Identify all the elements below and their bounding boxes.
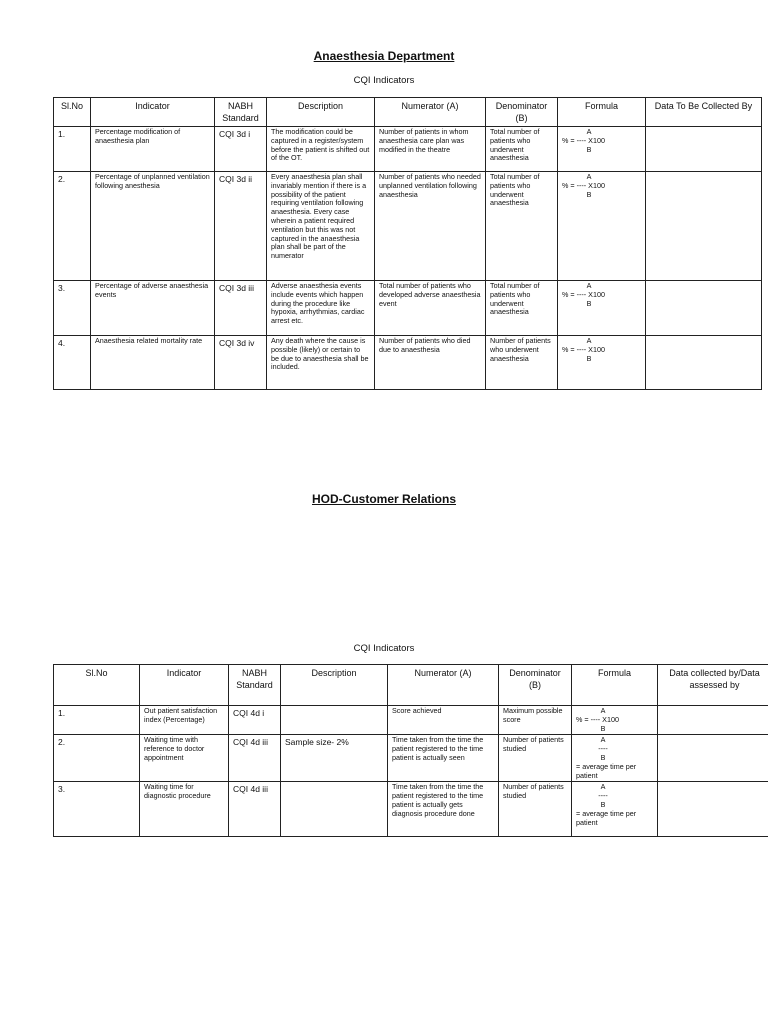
customer-relations-cqi-table: [53, 664, 768, 837]
formula-divider: ----: [598, 744, 608, 754]
col-header-nabh: NABH Standard: [215, 98, 267, 127]
cell-indicator: Percentage of unplanned ventilation following anesthesia: [91, 172, 215, 281]
cell-indicator: Out patient satisfaction index (Percentage): [140, 706, 229, 735]
col-header-sno: Sl.No: [54, 98, 91, 127]
formula-note: = average time per patient: [576, 808, 637, 827]
col-header-numerator: Numerator (A): [388, 665, 499, 706]
cell-data: [646, 336, 762, 390]
cell-denominator: Number of patients who underwent anaesthesia: [486, 336, 558, 390]
cell-indicator: Waiting time with reference to doctor appointment: [140, 735, 229, 782]
formula-denominator: B: [586, 144, 592, 154]
formula-expression: % = ---- X100: [576, 714, 619, 724]
formula-numerator: A: [600, 706, 606, 715]
cell-sno: 2.: [54, 172, 91, 281]
col-header-sno: Sl.No: [54, 665, 140, 706]
formula-numerator: A: [586, 281, 592, 290]
cell-numerator: Time taken from the time the patient registered to the time patient is actually seen: [388, 735, 499, 782]
cell-denominator: Number of patients studied: [499, 735, 572, 782]
cell-data: [658, 706, 768, 735]
col-header-indicator: Indicator: [140, 665, 229, 706]
table-row: [54, 127, 762, 172]
anaesthesia-cqi-table: [53, 97, 762, 390]
section-subtitle-cqi: CQI Indicators: [353, 75, 415, 86]
section-title-anaesthesia: Anaesthesia Department: [313, 49, 455, 63]
cell-data: [646, 127, 762, 172]
formula-denominator: B: [600, 723, 606, 733]
formula-denominator: B: [586, 189, 592, 199]
table-row: [54, 706, 768, 735]
cell-description: Every anaesthesia plan shall invariably mention if there is a possibility of the patient requiring ventilation following anaesthesia. Every case wherein a patient required ventilation but this was not captured in the anaesthesia plan shall be part of the numerator: [267, 172, 375, 281]
cell-standard: CQI 4d i: [229, 706, 281, 735]
cell-description: Sample size- 2%: [281, 735, 388, 782]
section-subtitle-cqi: CQI Indicators: [353, 643, 415, 654]
cell-description: Any death where the cause is possible (likely) or certain to be due to anaesthesia shall be included.: [267, 336, 375, 390]
cell-sno: 1.: [54, 706, 140, 735]
cell-standard: CQI 3d iii: [215, 281, 267, 336]
cell-description: Adverse anaesthesia events include events which happen during the procedure like hypoxia, arrhythmias, cardiac arrest etc.: [267, 281, 375, 336]
table-row: [54, 172, 762, 281]
cell-standard: CQI 3d ii: [215, 172, 267, 281]
formula-expression: % = ---- X100: [562, 180, 605, 190]
cell-numerator: Score achieved: [388, 706, 499, 735]
cell-data: [658, 782, 768, 837]
cell-formula: [558, 336, 646, 390]
formula-denominator: B: [600, 752, 606, 762]
cell-description: The modification could be captured in a register/system before the patient is shifted out of the OT.: [267, 127, 375, 172]
formula-numerator: A: [586, 172, 592, 181]
cell-data: [646, 281, 762, 336]
col-header-description: Description: [281, 665, 388, 706]
col-header-denominator: Denominator (B): [499, 665, 572, 706]
col-header-nabh: NABH Standard: [229, 665, 281, 706]
cell-description: [281, 706, 388, 735]
cell-denominator: Total number of patients who underwent anaesthesia: [486, 281, 558, 336]
cell-numerator: Number of patients who needed unplanned ventilation following anaesthesia: [375, 172, 486, 281]
cell-formula: [572, 735, 658, 782]
col-header-formula: Formula: [558, 98, 646, 127]
cell-sno: 3.: [54, 782, 140, 837]
cell-data: [646, 172, 762, 281]
formula-numerator: A: [586, 127, 592, 136]
col-header-numerator: Numerator (A): [375, 98, 486, 127]
col-header-indicator: Indicator: [91, 98, 215, 127]
cell-data: [658, 735, 768, 782]
formula-expression: % = ---- X100: [562, 289, 605, 299]
formula-expression: % = ---- X100: [562, 135, 605, 145]
table-header-row: [54, 665, 768, 706]
cell-formula: [558, 281, 646, 336]
formula-denominator: B: [586, 353, 592, 363]
section-title-customer-relations: HOD-Customer Relations: [311, 492, 457, 506]
cell-sno: 3.: [54, 281, 91, 336]
cell-numerator: Total number of patients who developed adverse anaesthesia event: [375, 281, 486, 336]
cell-description: [281, 782, 388, 837]
col-header-data: Data To Be Collected By: [646, 98, 762, 127]
cell-sno: 4.: [54, 336, 91, 390]
cell-standard: CQI 4d iii: [229, 735, 281, 782]
table-row: [54, 336, 762, 390]
col-header-formula: Formula: [572, 665, 658, 706]
formula-numerator: A: [600, 735, 606, 745]
cell-numerator: Time taken from the time the patient registered to the time patient is actually gets diagnosis procedure done: [388, 782, 499, 837]
formula-numerator: A: [600, 782, 606, 792]
cell-formula: [558, 172, 646, 281]
col-header-denominator: Denominator (B): [486, 98, 558, 127]
cell-indicator: Anaesthesia related mortality rate: [91, 336, 215, 390]
table-row: [54, 782, 768, 837]
formula-divider: ----: [598, 791, 608, 801]
cell-indicator: Percentage of adverse anaesthesia events: [91, 281, 215, 336]
cell-sno: 2.: [54, 735, 140, 782]
cell-denominator: Total number of patients who underwent anaesthesia: [486, 172, 558, 281]
cell-formula: [572, 782, 658, 837]
cell-standard: CQI 3d iv: [215, 336, 267, 390]
cell-standard: CQI 3d i: [215, 127, 267, 172]
col-header-data: Data collected by/Data assessed by: [658, 665, 768, 706]
cell-denominator: Number of patients studied: [499, 782, 572, 837]
formula-expression: % = ---- X100: [562, 344, 605, 354]
table-row: [54, 281, 762, 336]
cell-denominator: Maximum possible score: [499, 706, 572, 735]
formula-numerator: A: [586, 336, 592, 345]
cell-numerator: Number of patients who died due to anaesthesia: [375, 336, 486, 390]
formula-denominator: B: [600, 799, 606, 809]
formula-note: = average time per patient: [576, 761, 637, 780]
table-row: [54, 735, 768, 782]
cell-indicator: Percentage modification of anaesthesia plan: [91, 127, 215, 172]
cell-standard: CQI 4d iii: [229, 782, 281, 837]
formula-denominator: B: [586, 298, 592, 308]
cell-indicator: Waiting time for diagnostic procedure: [140, 782, 229, 837]
table-header-row: [54, 98, 762, 127]
cell-sno: 1.: [54, 127, 91, 172]
cell-denominator: Total number of patients who underwent anaesthesia: [486, 127, 558, 172]
cell-numerator: Number of patients in whom anaesthesia care plan was modified in the theatre: [375, 127, 486, 172]
cell-formula: [572, 706, 658, 735]
cell-formula: [558, 127, 646, 172]
col-header-description: Description: [267, 98, 375, 127]
